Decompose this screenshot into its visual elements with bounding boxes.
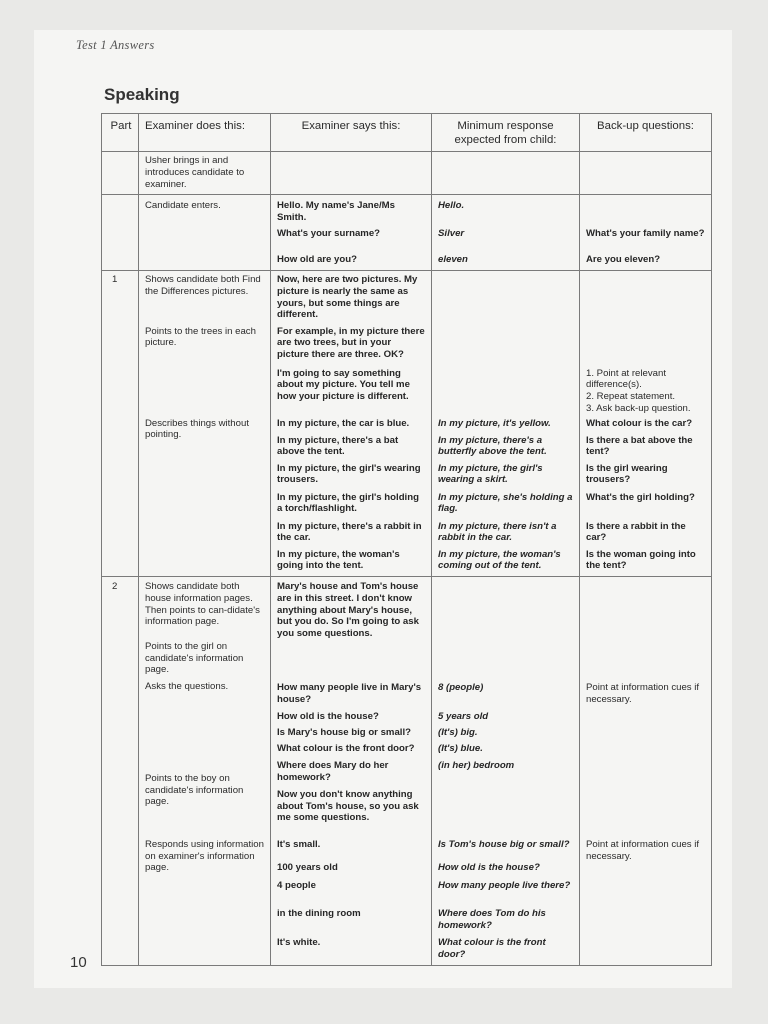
section-title: Speaking — [104, 85, 180, 104]
cell-text: How old are you? — [277, 253, 357, 265]
col-header-backup: Back-up questions: — [580, 114, 712, 152]
backup-step: 3. Ask back-up question. — [586, 402, 691, 414]
cell-text: Candidate enters. — [145, 200, 221, 212]
cell-text: 5 years old — [438, 710, 489, 722]
cell-text: Is there a rabbit in the car? — [586, 520, 686, 544]
cell-text: In my picture, there's a bat above the tent. — [277, 434, 399, 458]
col-header-minimum-response: Minimum response expected from child: — [432, 114, 580, 152]
col-header-part: Part — [102, 114, 139, 152]
cell-text: How old is the house? — [438, 862, 540, 874]
cell-text: In my picture, there isn't a rabbit in the car. — [438, 520, 557, 544]
cell-text: Point at information cues if necessary. — [586, 681, 700, 705]
running-head: Test 1 Answers — [76, 38, 155, 52]
cell-text: In my picture, she's holding a flag. — [438, 491, 573, 515]
table-row — [102, 224, 712, 253]
cell-text: Hello. My name's Jane/Ms Smith. — [277, 200, 395, 224]
table-row — [102, 726, 712, 742]
cell-text: In my picture, there's a butterfly above the tent. — [438, 434, 547, 458]
cell-text: What colour is the front door? — [277, 742, 415, 754]
table-row — [102, 271, 712, 323]
cell-text: 100 years old — [277, 862, 338, 874]
cell-text: In my picture, the girl's holding a torch/flashlight. — [277, 491, 419, 515]
cell-text: In my picture, the woman's going into the tent. — [277, 548, 400, 572]
cell-text: Asks the questions. — [145, 680, 229, 692]
header-row — [102, 114, 712, 152]
cell-text: Where does Mary do her homework? — [277, 759, 389, 783]
cell-text: I'm going to say something about my picture. You tell me how your picture is different. — [277, 367, 410, 403]
cell-text: eleven — [438, 253, 468, 265]
table-row — [102, 759, 712, 787]
cell-text: in the dining room — [277, 908, 361, 920]
speaking-table — [101, 113, 712, 966]
table-row — [102, 936, 712, 965]
cell-text: In my picture, the car is blue. — [277, 417, 410, 429]
cell-text: Points to the girl on candidate's information page. — [145, 640, 244, 676]
cell-text: Now, here are two pictures. My picture is nearly the same as yours, but some things are different. — [277, 274, 418, 321]
table-row — [102, 195, 712, 224]
table-row — [102, 520, 712, 548]
table-row — [102, 491, 712, 520]
table-row — [102, 680, 712, 710]
cell-text: Describes things without pointing. — [145, 417, 249, 441]
table-row — [102, 462, 712, 491]
table-row — [102, 323, 712, 366]
table-row — [102, 548, 712, 577]
cell-text: How old is the house? — [277, 710, 379, 722]
cell-text: What colour is the front door? — [438, 937, 546, 960]
part-number: 2 — [112, 581, 118, 593]
cell-text: In my picture, it's yellow. — [438, 417, 551, 429]
cell-text: 8 (people) — [438, 681, 484, 693]
table-row — [102, 710, 712, 726]
table-row — [102, 152, 712, 195]
table-row — [102, 742, 712, 759]
col-header-examiner-says: Examiner says this: — [271, 114, 432, 152]
table-row — [102, 640, 712, 680]
cell-text: For example, in my picture there are two trees, but in your picture there are three. OK? — [277, 325, 425, 361]
cell-text: Is there a bat above the tent? — [586, 434, 693, 458]
backup-step: 1. Point at relevant difference(s). — [586, 367, 666, 391]
cell-text: It's small. — [277, 838, 321, 850]
col-header-examiner-does: Examiner does this: — [139, 114, 271, 152]
cell-text: 4 people — [277, 880, 316, 892]
cell-text: Points to the trees in each picture. — [145, 325, 256, 349]
cell-text: Is the woman going into the tent? — [586, 548, 696, 572]
cell-text: How many people live there? — [438, 880, 571, 892]
table-row — [102, 366, 712, 416]
cell-text: In my picture, there's a rabbit in the car. — [277, 520, 422, 544]
cell-text: Silver — [438, 227, 465, 239]
backup-step: 2. Repeat statement. — [586, 391, 676, 403]
part-number: 1 — [112, 274, 118, 286]
cell-text: What's your surname? — [277, 227, 381, 239]
cell-text: Shows candidate both Find the Differences pictures. — [145, 274, 261, 297]
cell-text: Now you don't know anything about Tom's house, so you ask me some questions. — [277, 788, 419, 824]
cell-text: Point at information cues if necessary. — [586, 838, 700, 862]
cell-text: Responds using information on examiner's information page. — [145, 838, 264, 874]
cell-text: What colour is the car? — [586, 417, 693, 429]
cell-text: It's white. — [277, 937, 321, 949]
cell-text: (It's) big. — [438, 726, 478, 738]
cell-text: In my picture, the woman's coming out of the tent. — [438, 548, 561, 572]
cell-text: Are you eleven? — [586, 253, 661, 265]
table-row — [102, 253, 712, 271]
cell-text: Points to the boy on candidate's information page. — [145, 772, 244, 808]
cell-text: Hello. — [438, 200, 465, 212]
cell-text: Shows candidate both house information pages. Then points to can-didate's information page. — [145, 581, 260, 628]
cell-text: Where does Tom do his homework? — [438, 908, 546, 931]
cell-text: In my picture, the girl's wearing trousers. — [277, 462, 421, 486]
cell-text: How many people live in Mary's house? — [277, 681, 422, 705]
table-row — [102, 577, 712, 640]
table-row — [102, 839, 712, 862]
table-row — [102, 416, 712, 433]
cell-text: What's your family name? — [586, 227, 705, 239]
cell-text: What's the girl holding? — [586, 491, 695, 503]
cell-text: (It's) blue. — [438, 742, 483, 754]
page-number: 10 — [70, 954, 87, 971]
table-row — [102, 907, 712, 936]
cell-text: Usher brings in and introduces candidate to examiner. — [145, 155, 245, 190]
cell-text: Is Mary's house big or small? — [277, 726, 411, 738]
table-row — [102, 879, 712, 907]
cell-text: Is the girl wearing trousers? — [586, 462, 668, 486]
cell-text: (in her) bedroom — [438, 759, 515, 771]
cell-text: Is Tom's house big or small? — [438, 838, 570, 850]
cell-text: In my picture, the girl's wearing a skirt. — [438, 462, 543, 486]
cell-text: Mary's house and Tom's house are in this street. I don't know anything about Mary's house, but you do. So I'm going to ask you some questions. — [277, 581, 419, 640]
